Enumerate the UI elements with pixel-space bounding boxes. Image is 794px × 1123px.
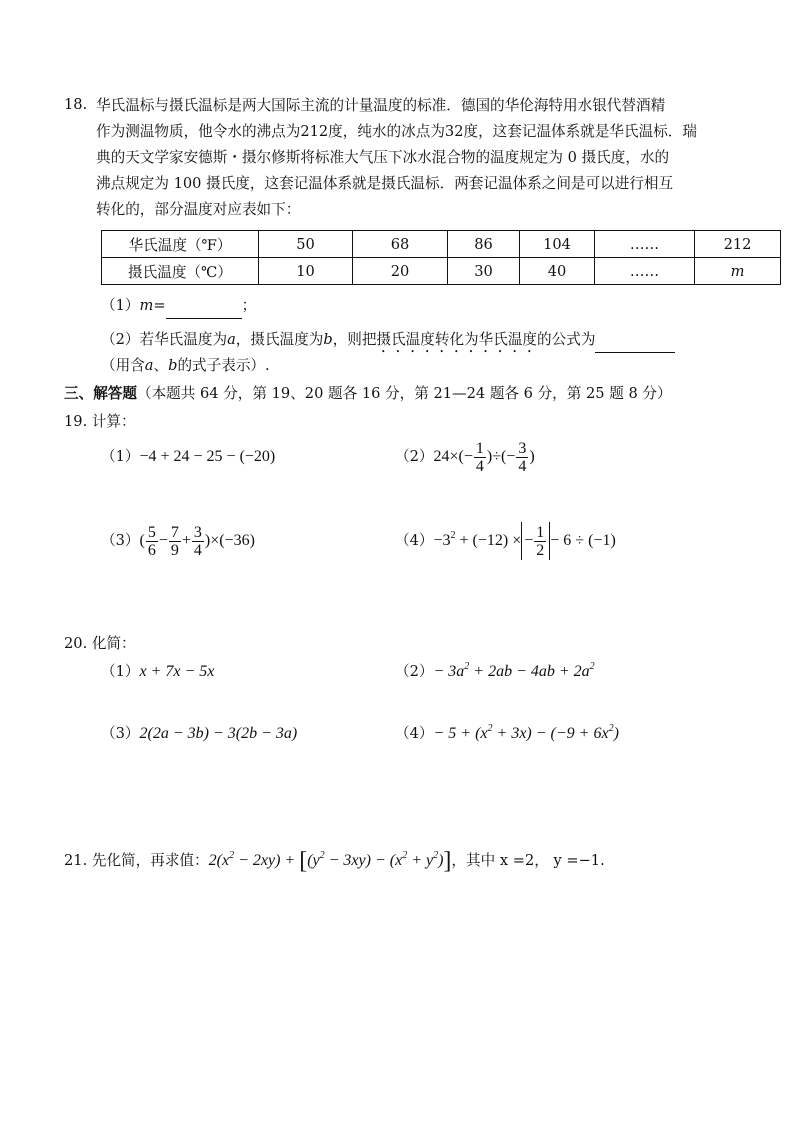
numerator: 1 (536, 524, 545, 542)
table-header-celsius: 摄氏温度（℃） (102, 258, 259, 285)
q18-part-2-line-2 (101, 356, 270, 376)
math-part: ) (613, 725, 619, 742)
math-part: )×(−36) (204, 532, 255, 549)
exponent: 2 (402, 850, 408, 861)
q19-problem-4 (395, 522, 616, 560)
semicolon: ； (241, 297, 257, 314)
variable-b: b (168, 357, 178, 374)
denominator: 9 (170, 541, 179, 559)
exponent: 2 (319, 850, 325, 861)
fraction (474, 440, 486, 475)
q19-p4-label: （4） (395, 532, 434, 549)
q19-p3-label: （3） (101, 532, 140, 549)
right-bracket: ] (443, 848, 452, 874)
table-cell: 40 (520, 258, 595, 285)
left-bracket: [ (299, 848, 308, 874)
table-cell: 86 (448, 231, 520, 258)
table-cell: 212 (695, 231, 781, 258)
q19-problem-1 (101, 447, 275, 467)
question-21 (64, 848, 605, 874)
table-cell-ellipsis: …… (595, 231, 695, 258)
math-part: 2(x (208, 852, 230, 869)
equals-sign: = (153, 297, 166, 314)
question-19-heading (64, 412, 136, 432)
q18-part-2-text: ，则把 (332, 331, 377, 348)
q18-part-2-label: （2） (101, 331, 140, 348)
denominator: 6 (147, 541, 156, 559)
table-cell: 30 (448, 258, 520, 285)
q18-text-line-4: 沸点规定为 100 摄氏度，这套记温体系就是摄氏温标．两套记温体系之间是可以进行相互 (96, 175, 674, 192)
math-part: −3 (433, 532, 451, 549)
fraction (169, 524, 181, 559)
q18-text-line-5: 转化的，部分温度对应表如下： (96, 201, 301, 218)
table-cell: 68 (353, 231, 448, 258)
section-3-note: （本题共 64 分，第 19、20 题各 16 分，第 21—24 题各 6 分，第 25 题 8 分） (136, 385, 672, 402)
math-part: − 5 + (x (433, 725, 488, 742)
question-18-number: 18. (64, 96, 88, 113)
exponent: 2 (450, 530, 456, 541)
q19-p1-expression: −4 + 24 − 25 − (−20) (139, 448, 276, 465)
fraction (534, 524, 546, 559)
question-20-heading (64, 634, 136, 654)
question-21-number: 21. (64, 852, 88, 869)
q20-problem-3 (101, 724, 297, 744)
question-20-number: 20. (64, 635, 88, 652)
q18-part-2-text: 若华氏温度为 (139, 331, 228, 348)
answer-blank-2[interactable] (595, 332, 675, 353)
math-part: ) (438, 852, 444, 869)
math-part: ( (139, 532, 145, 549)
exponent: 2 (229, 850, 235, 861)
variable-b: b (323, 331, 333, 348)
q18-part-2-text: 的公式为 (537, 331, 596, 348)
exponent: 2 (608, 723, 614, 734)
q20-p4-label: （4） (395, 725, 434, 742)
q20-problem-2 (395, 662, 595, 682)
temperature-table (101, 230, 781, 285)
numerator: 5 (147, 523, 156, 541)
exponent: 2 (589, 661, 595, 672)
q18-part-2-text: ，摄氏温度为 (235, 331, 324, 348)
operator: − (158, 532, 168, 549)
table-cell: 20 (353, 258, 448, 285)
table-row-celsius (102, 258, 781, 285)
numerator: 3 (193, 523, 202, 541)
emphasized-phrase: 摄氏温度转化为华氏温度 (376, 331, 538, 348)
q18-part-2 (101, 330, 675, 356)
question-19-number: 19. (64, 413, 88, 430)
absolute-value (521, 522, 550, 560)
math-part: − 2xy) + (234, 852, 300, 869)
q20-p3-label: （3） (101, 725, 140, 742)
denominator: 2 (536, 542, 545, 560)
q18-text-line-3: 典的天文学家安德斯・摄尔修斯将标准大气压下冰水混合物的温度规定为 0 摄氏度，水的 (96, 149, 670, 166)
math-part: )÷(− (486, 448, 516, 465)
variable-a: a (144, 357, 154, 374)
variable-m: m (139, 297, 154, 314)
q18-text-line-2: 作为测温物质，他令水的沸点为212度，纯水的冰点为32度，这套记温体系就是华氏温标．瑞 (96, 123, 697, 140)
operator: + (181, 532, 191, 549)
denominator: 4 (518, 457, 527, 475)
fraction (516, 440, 528, 475)
operator: − (524, 532, 534, 550)
exponent: 2 (464, 661, 470, 672)
q19-p2-label: （2） (395, 448, 434, 465)
question-19-title: 计算： (91, 413, 136, 430)
q18-text-line-1: 华氏温标与摄氏温标是两大国际主流的计量温度的标准．德国的华伦海特用水银代替酒精 (96, 97, 666, 114)
math-part: + 2ab − 4ab + 2a (469, 663, 590, 680)
q20-p1-expression: x + 7x − 5x (139, 663, 215, 680)
question-20-title: 化简： (91, 635, 136, 652)
separator: 、 (153, 357, 169, 374)
q21-condition: ，其中 x =2， y =−1. (451, 852, 605, 869)
math-part: + (−12) × (455, 532, 522, 549)
math-part: ) (529, 448, 535, 465)
q20-p3-expression: 2(2a − 3b) − 3(2b − 3a) (139, 725, 298, 742)
q21-expression (208, 848, 452, 874)
denominator: 4 (475, 457, 484, 475)
math-part: (y (307, 852, 320, 869)
math-part: 24×(− (433, 448, 473, 465)
numerator: 1 (475, 439, 484, 457)
exponent: 2 (433, 850, 439, 861)
fraction (146, 524, 158, 559)
q20-p1-label: （1） (101, 663, 140, 680)
denominator: 4 (193, 541, 202, 559)
math-part: − 3xy) − (x (324, 852, 403, 869)
q18-part-1 (101, 296, 256, 319)
question-21-title: 先化简，再求值： (91, 852, 209, 869)
q20-problem-1 (101, 662, 214, 682)
exponent: 2 (487, 723, 493, 734)
q20-problem-4 (395, 724, 619, 744)
q20-p2-label: （2） (395, 663, 434, 680)
q18-part-2-text: 的式子表示）. (177, 357, 270, 374)
answer-blank-1[interactable] (166, 298, 242, 319)
table-cell: 104 (520, 231, 595, 258)
q19-p1-label: （1） (101, 448, 140, 465)
fraction (192, 524, 204, 559)
q18-part-2-text: （用含 (101, 357, 145, 374)
table-header-fahrenheit: 华氏温度（℉） (102, 231, 259, 258)
table-row-fahrenheit (102, 231, 781, 258)
numerator: 7 (170, 523, 179, 541)
table-cell: 50 (259, 231, 353, 258)
q19-problem-2 (395, 438, 535, 476)
table-cell-ellipsis: …… (595, 258, 695, 285)
numerator: 3 (518, 439, 527, 457)
section-3-title: 三、解答题 (64, 385, 137, 402)
q19-problem-3 (101, 522, 255, 560)
section-3-heading (64, 384, 672, 404)
math-part: + y (407, 852, 434, 869)
math-part: − 3a (433, 663, 465, 680)
table-cell: 10 (259, 258, 353, 285)
math-part: + 3x) − (−9 + 6x (492, 725, 609, 742)
variable-a: a (227, 331, 236, 348)
table-cell-unknown-m: m (695, 258, 781, 285)
q18-part-1-label: （1） (101, 297, 140, 314)
math-part: − 6 ÷ (−1) (550, 532, 616, 549)
